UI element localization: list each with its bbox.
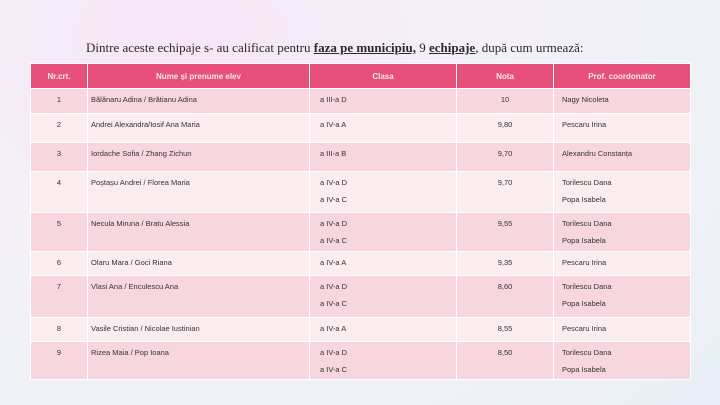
cell-prof-line: Popa Isabela xyxy=(562,299,606,308)
table-row xyxy=(31,342,691,380)
cell-prof xyxy=(554,252,691,276)
cell-prof-line: Popa Isabela xyxy=(562,195,606,204)
cell-class-line: a IV-a D xyxy=(320,178,348,187)
cell-class-line: a IV-a A xyxy=(320,258,347,267)
table-header-row xyxy=(31,64,691,89)
cell-prof-line: Popa Isabela xyxy=(562,365,606,374)
table-row xyxy=(31,252,691,276)
cell-prof-line: Alexandru Constanța xyxy=(562,149,633,158)
cell-class xyxy=(310,114,457,143)
cell-nr: 8 xyxy=(31,318,88,342)
cell-class xyxy=(310,276,457,318)
cell-nr: 1 xyxy=(31,89,88,114)
cell-name: Andrei Alexandra/Iosif Ana Maria xyxy=(88,114,310,143)
cell-class xyxy=(310,342,457,380)
cell-nr: 7 xyxy=(31,276,88,318)
cell-prof xyxy=(554,89,691,114)
cell-name: Bălănaru Adina / Brătianu Adina xyxy=(88,89,310,114)
cell-name: Vasile Cristian / Nicolae Iustinian xyxy=(88,318,310,342)
cell-nr: 6 xyxy=(31,252,88,276)
cell-class-line: a IV-a D xyxy=(320,282,348,291)
cell-class-line: a III-a B xyxy=(320,149,347,158)
cell-prof xyxy=(554,342,691,380)
cell-prof-line: Popa Isabela xyxy=(562,236,606,245)
cell-class-line: a IV-a A xyxy=(320,324,347,333)
cell-prof xyxy=(554,172,691,213)
cell-class xyxy=(310,89,457,114)
cell-class-line: a IV-a C xyxy=(320,236,348,245)
cell-prof-line: Pescaru Irina xyxy=(562,120,607,129)
cell-prof xyxy=(554,213,691,252)
cell-prof xyxy=(554,143,691,172)
cell-mark: 9,70 xyxy=(457,143,554,172)
heading-bold-phase: faza pe municipiu, xyxy=(313,40,416,55)
cell-class-line: a IV-a C xyxy=(320,299,348,308)
table-body xyxy=(31,89,691,380)
header-nr: Nr.crt. xyxy=(31,64,88,89)
cell-mark: 9,80 xyxy=(457,114,554,143)
cell-mark: 9,70 xyxy=(457,172,554,213)
cell-class xyxy=(310,318,457,342)
cell-class xyxy=(310,143,457,172)
cell-prof xyxy=(554,318,691,342)
heading-bold-teams: echipaje xyxy=(428,40,476,55)
cell-prof-line: Torilescu Dana xyxy=(562,282,612,291)
cell-mark: 9,55 xyxy=(457,213,554,252)
cell-nr: 5 xyxy=(31,213,88,252)
cell-class-line: a IV-a C xyxy=(320,365,348,374)
cell-name: Rizea Maia / Pop Ioana xyxy=(88,342,310,380)
cell-mark: 10 xyxy=(457,89,554,114)
cell-prof-line: Torilescu Dana xyxy=(562,219,612,228)
table-row xyxy=(31,172,691,213)
cell-class xyxy=(310,172,457,213)
cell-class xyxy=(310,213,457,252)
table-row xyxy=(31,318,691,342)
heading-count: 9 xyxy=(419,40,426,55)
heading xyxy=(86,40,686,56)
header-prof: Prof. coordonator xyxy=(554,64,691,89)
header-name: Nume și prenume elev xyxy=(88,64,310,89)
table-row xyxy=(31,143,691,172)
cell-prof-line: Torilescu Dana xyxy=(562,348,612,357)
cell-nr: 3 xyxy=(31,143,88,172)
heading-suffix: , după cum urmează: xyxy=(475,40,584,55)
table-row xyxy=(31,213,691,252)
cell-class-line: a IV-a A xyxy=(320,120,347,129)
cell-name: Poștașu Andrei / Florea Maria xyxy=(88,172,310,213)
cell-nr: 9 xyxy=(31,342,88,380)
cell-name: Olaru Mara / Goci Riana xyxy=(88,252,310,276)
header-mark: Nota xyxy=(457,64,554,89)
cell-nr: 4 xyxy=(31,172,88,213)
cell-mark: 8,55 xyxy=(457,318,554,342)
results-table xyxy=(30,63,691,380)
cell-prof xyxy=(554,114,691,143)
cell-name: Iordache Sofia / Zhang Zichun xyxy=(88,143,310,172)
cell-mark: 8,50 xyxy=(457,342,554,380)
table-row xyxy=(31,114,691,143)
cell-prof-line: Pescaru Irina xyxy=(562,324,607,333)
cell-class-line: a IV-a D xyxy=(320,219,348,228)
cell-prof-line: Pescaru Irina xyxy=(562,258,607,267)
cell-prof-line: Nagy Nicoleta xyxy=(562,95,609,104)
cell-prof-line: Torilescu Dana xyxy=(562,178,612,187)
cell-name: Vlasi Ana / Enculescu Ana xyxy=(88,276,310,318)
table-row xyxy=(31,89,691,114)
table-row xyxy=(31,276,691,318)
header-class: Clasa xyxy=(310,64,457,89)
cell-nr: 2 xyxy=(31,114,88,143)
heading-prefix: Dintre aceste echipaje s- au calificat pentru xyxy=(86,40,311,55)
cell-mark: 9,35 xyxy=(457,252,554,276)
cell-class-line: a III-a D xyxy=(320,95,347,104)
cell-mark: 8,60 xyxy=(457,276,554,318)
cell-class-line: a IV-a C xyxy=(320,195,348,204)
cell-name: Necula Miruna / Bratu Alessia xyxy=(88,213,310,252)
cell-class xyxy=(310,252,457,276)
cell-class-line: a IV-a D xyxy=(320,348,348,357)
cell-prof xyxy=(554,276,691,318)
